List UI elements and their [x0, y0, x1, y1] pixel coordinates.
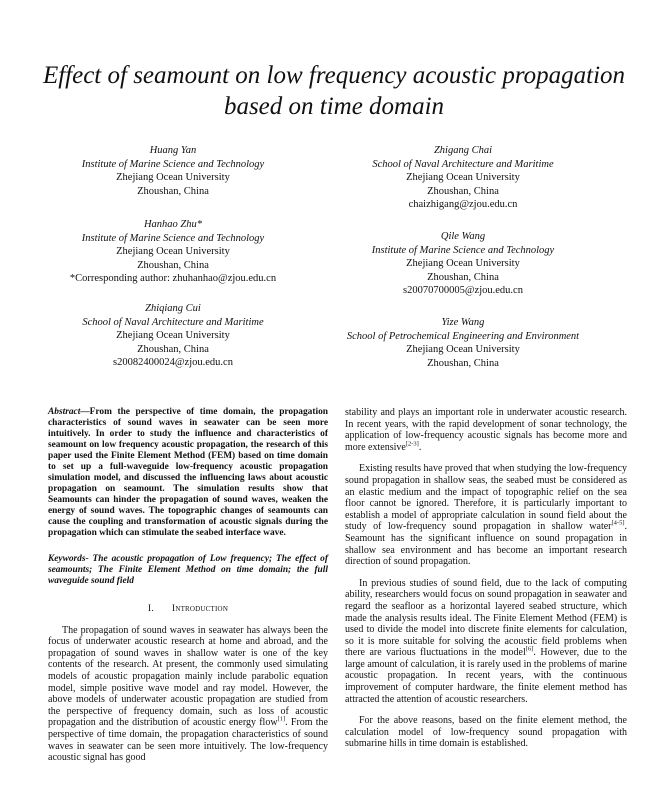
- author-line: Zhoushan, China: [427, 271, 499, 283]
- author-name: Yize Wang: [441, 317, 485, 328]
- author-name: Huang Yan: [149, 145, 197, 156]
- author-affiliation: Institute of Marine Science and Technology: [371, 245, 555, 257]
- citation: [4-5]: [611, 520, 625, 528]
- citation: [1]: [277, 716, 286, 724]
- author-line: Zhoushan, China: [427, 185, 499, 197]
- paragraph-text: .: [418, 441, 422, 453]
- paragraph-text: . From the perspective of time domain, the propagation characteristics of sound waves in seawater can be seen more intuitively. The low-frequency acoustic signal has good: [48, 717, 328, 764]
- right-column: [345, 407, 627, 760]
- body-paragraph: [345, 407, 627, 453]
- author-name: Zhigang Chai: [433, 145, 493, 156]
- author-name: Hanhao Zhu*: [143, 219, 203, 230]
- paragraph-text: The propagation of sound waves in seawater has always been the focus of underwater acoustic research at home and abroad, and the propagation of sound waves in shallow water is one of the key contents of the research. At present, the commonly used simulating models of acoustic propagation mainly include parabolic equation model, simple positive wave model and ray model. However, the above models of underwater acoustic propagation are studied from the perspective of frequency domain, such as loss of acoustic propagation and the distribution of acoustic energy flow: [48, 624, 328, 729]
- paragraph-text: . However, due to the large amount of calculation, it is rarely used in the problems of marine acoustic propagation. In recent years, with the continuous improvement of computer hardware, the finite element method has attracted the attention of acoustic researchers.: [345, 647, 627, 705]
- paragraph-text: stability and plays an important role in underwater acoustic research. In recent years, with the rapid development of sonar technology, the application of low-frequency acoustic signals has become more and more extensive: [345, 407, 627, 453]
- author-line: Zhejiang Ocean University: [116, 172, 230, 184]
- author-affiliation: Institute of Marine Science and Technology: [81, 159, 265, 171]
- keywords: Keywords- The acoustic propagation of Low frequency; The effect of seamounts; The Finite Element Method on time domain; the full waveguide sound field: [48, 554, 328, 586]
- paragraph-text: . Seamount has the significant influence on sound propagation in shallow sea environment and has become an important research direction of sound propagation.: [345, 521, 627, 568]
- left-column: [48, 407, 328, 774]
- author-zhigang-chai: [343, 144, 583, 211]
- author-line: Zhoushan, China: [137, 343, 209, 355]
- abstract-text: —From the perspective of time domain, the propagation characteristics of sound waves in seawater can be seen more intuitively. In order to study the influence and characteristics of seamount on low frequency acoustic propagation, the research of this paper used the Finite Element Method (FEM) based on time domain to set up a full-waveguide low-frequency acoustic propagation simulation model, and discussed the influencing laws about acoustic propagation on seamount. The simulation results show that Seamounts can hinder the propagation of sound waves, weaken the energy of sound waves. The topographic changes of seamounts can cause the coupling and transformation of acoustic signals during the propagation which can stimulate the seabed interface wave.: [48, 407, 328, 538]
- author-affiliation: School of Petrochemical Engineering and Environment: [346, 331, 580, 343]
- body-paragraph: [48, 625, 328, 764]
- author-line: Zhejiang Ocean University: [406, 172, 520, 184]
- author-yize-wang: [333, 316, 593, 370]
- author-name: Qile Wang: [440, 231, 486, 242]
- abstract: [48, 407, 328, 539]
- paragraph-text: Existing results have proved that when studying the low-frequency sound propagation in shallow seas, the seabed must be considered as an elastic medium and the impact of topographic relief on the sea floor cannot be ignored. Therefore, it is particularly important to establish a model of appropriate calculation in sound field about the study of low-frequency sound propagation in shallow water: [345, 463, 627, 533]
- corresponding-author: *Corresponding author: zhuhanhao@zjou.edu.cn: [69, 272, 277, 284]
- section-title: Introduction: [171, 603, 229, 614]
- author-hanhao-zhu: [42, 218, 304, 285]
- abstract-label: Abstract: [48, 407, 81, 417]
- author-email: s20082400024@zjou.edu.cn: [113, 356, 233, 368]
- author-line: Zhoushan, China: [137, 185, 209, 197]
- body-paragraph: [345, 578, 627, 706]
- author-affiliation: School of Naval Architecture and Maritime: [82, 317, 264, 329]
- paper-title: Effect of seamount on low frequency acoustic propagation based on time domain: [42, 62, 626, 120]
- author-line: Zhejiang Ocean University: [406, 344, 520, 356]
- paragraph-text: In previous studies of sound field, due to the lack of computing ability, researchers would focus on sound propagation in seawater and regard the seafloor as a horizontal layered seabed structure, which made the analysis results ideal. The Finite Element Method (FEM) is used to divide the model into discrete finite elements for calculation, so it is more suitable for solving the acoustic field problems when there are various fluctuations in the model: [345, 577, 627, 659]
- section-heading-introduction: [48, 603, 328, 615]
- author-line: Zhoushan, China: [137, 259, 209, 271]
- section-number: I.: [147, 603, 154, 614]
- author-email: chaizhigang@zjou.edu.cn: [408, 198, 518, 210]
- author-qile-wang: [343, 230, 583, 297]
- author-line: Zhejiang Ocean University: [116, 246, 230, 258]
- body-paragraph: [345, 463, 627, 567]
- citation: [2-3]: [405, 440, 419, 448]
- author-line: Zhoushan, China: [427, 357, 499, 369]
- author-affiliation: Institute of Marine Science and Technology: [81, 233, 265, 245]
- author-line: Zhejiang Ocean University: [116, 330, 230, 342]
- author-huang-yan: [53, 144, 293, 198]
- author-name: Zhiqiang Cui: [145, 303, 201, 314]
- author-zhiqiang-cui: [53, 302, 293, 369]
- citation: [6]: [525, 645, 534, 653]
- author-email: s20070700005@zjou.edu.cn: [403, 284, 523, 296]
- body-paragraph: [345, 715, 627, 750]
- author-line: Zhejiang Ocean University: [406, 258, 520, 270]
- paragraph-text: For the above reasons, based on the finite element method, the calculation model of low-frequency sound propagation with submarine hills in time domain is established.: [345, 715, 627, 750]
- author-affiliation: School of Naval Architecture and Maritime: [372, 159, 554, 171]
